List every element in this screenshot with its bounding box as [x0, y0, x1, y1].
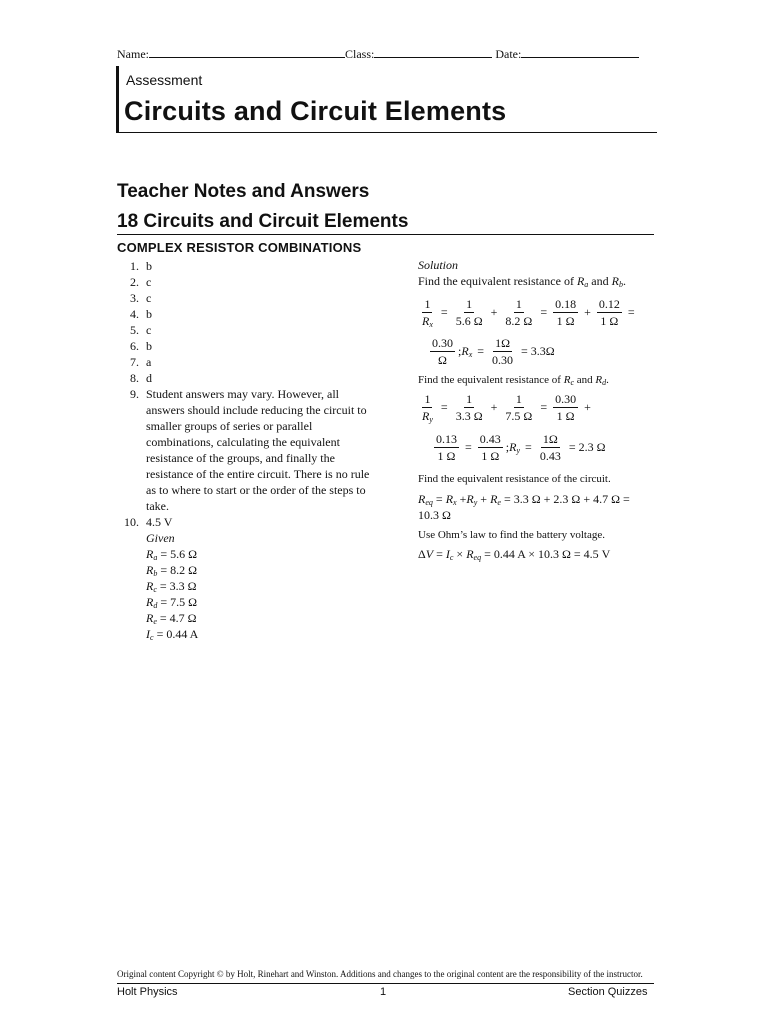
page-title: Circuits and Circuit Elements: [124, 96, 507, 126]
answer-text: b: [146, 339, 152, 353]
solution-step-1: Find the equivalent resistance of $R_a$ and $R_b$.: [418, 274, 626, 289]
footer-section: Section Quizzes: [568, 986, 648, 998]
answer-item: [117, 306, 377, 322]
given-item: $R_a = 5.6$ Ω: [146, 547, 198, 562]
answer-text: c: [146, 323, 152, 337]
answer-number: 3.: [130, 291, 139, 305]
answer-item: [117, 370, 377, 386]
name-label: Name:: [117, 47, 149, 61]
equation-1: $\frac{1}{R_x}$ = $\frac{1}{5.6 \Omega}$ + $\frac{1}{8.2 \Omega}$ = $\frac{0.18}{1 \Omega}$ + $\frac{0.12}{1 \Omega}$ =: [422, 297, 635, 329]
chapter-heading: 18 Circuits and Circuit Elements: [117, 211, 409, 232]
answer-text: a: [146, 355, 152, 369]
answer-text: Student answers may vary. However, all answers should include reducing the circuit to smaller groups of series or parallel combinations, calculating the equivalent resistance of the groups, and finally the resistance of the entire circuit. There is no rule as to where to start or the order of the steps to take.: [146, 387, 370, 513]
answer-item: [117, 386, 377, 514]
given-label: Given: [146, 531, 175, 545]
answer-text: 4.5 V: [146, 515, 173, 529]
page-number: 1: [380, 986, 387, 998]
answer-number: 2.: [130, 275, 139, 289]
answer-text: c: [146, 275, 152, 289]
equivalent-resistance-equation: $R_{eq} = R_x +R_y + R_e = 3.3$ Ω + 2.3 Ω + 4.7 Ω = 10.3 Ω: [418, 492, 630, 522]
ohms-law-equation: $\Delta V = I_c \times R_{eq} = 0.44$ A × 10.3 Ω = 4.5 V: [418, 547, 611, 562]
answer-number: 5.: [130, 323, 139, 337]
solution-label: Solution: [418, 258, 459, 272]
answer-list: [117, 258, 377, 642]
copyright-notice: Original content Copyright © by Holt, Rinehart and Winston. Additions and changes to the original content are the responsibility of the instructor.: [117, 969, 643, 979]
name-class-date-line: [117, 46, 657, 62]
answer-item: [117, 514, 377, 530]
date-blank[interactable]: [521, 46, 639, 58]
answer-item: [117, 322, 377, 338]
given-item: $R_b = 8.2$ Ω: [146, 563, 198, 578]
given-item: $R_d = 7.5$ Ω: [146, 595, 198, 610]
name-blank[interactable]: [149, 46, 345, 58]
answer-number: 9.: [130, 387, 139, 401]
chapter-rule: [117, 234, 654, 235]
given-item: $R_e = 4.7$ Ω: [146, 611, 197, 626]
given-item: $R_c = 3.3$ Ω: [146, 579, 197, 594]
solution-step-4: Use Ohm’s law to find the battery voltage.: [418, 529, 605, 541]
answer-number: 7.: [130, 355, 139, 369]
solution-step-3: Find the equivalent resistance of the circuit.: [418, 473, 611, 485]
section-heading: COMPLEX RESISTOR COMBINATIONS: [117, 240, 362, 255]
solution-step-2: Find the equivalent resistance of $R_c$ and $R_d$.: [418, 374, 609, 387]
given-item: $I_c = 0.44$ A: [146, 627, 199, 642]
date-label: Date:: [495, 47, 522, 61]
answer-item: [117, 274, 377, 290]
answer-number: 4.: [130, 307, 139, 321]
class-label: Class:: [345, 47, 375, 61]
given-block: [146, 530, 377, 642]
teacher-notes-heading: Teacher Notes and Answers: [117, 181, 370, 202]
answer-item: [117, 354, 377, 370]
answer-text: b: [146, 307, 152, 321]
answer-number: 8.: [130, 371, 139, 385]
equation-3: $\frac{1}{R_y}$ = $\frac{1}{3.3 \Omega}$ + $\frac{1}{7.5 \Omega}$ = $\frac{0.30}{1 \Omega}$ +: [422, 392, 591, 424]
answer-text: d: [146, 371, 152, 385]
answer-item: [117, 290, 377, 306]
equation-4: $\frac{0.13}{1 \Omega}$ = $\frac{0.43}{1 \Omega}$ $;R_y$ = $\frac{1\Omega}{0.43}$ = 2.3 Ω: [436, 432, 606, 463]
footer-book-title: Holt Physics: [117, 986, 178, 998]
assessment-label: Assessment: [126, 72, 203, 88]
footer-rule: [117, 983, 654, 984]
class-blank[interactable]: [374, 46, 492, 58]
answer-number: 10.: [124, 515, 139, 529]
answer-text: b: [146, 259, 152, 273]
answer-item: [117, 338, 377, 354]
answer-text: c: [146, 291, 152, 305]
answer-number: 6.: [130, 339, 139, 353]
answer-item: [117, 258, 377, 274]
equation-2: $\frac{0.30}{\Omega}$ $;R_x$ = $\frac{1\Omega}{0.30}$ = 3.3Ω: [432, 336, 555, 367]
answer-number: 1.: [130, 259, 139, 273]
